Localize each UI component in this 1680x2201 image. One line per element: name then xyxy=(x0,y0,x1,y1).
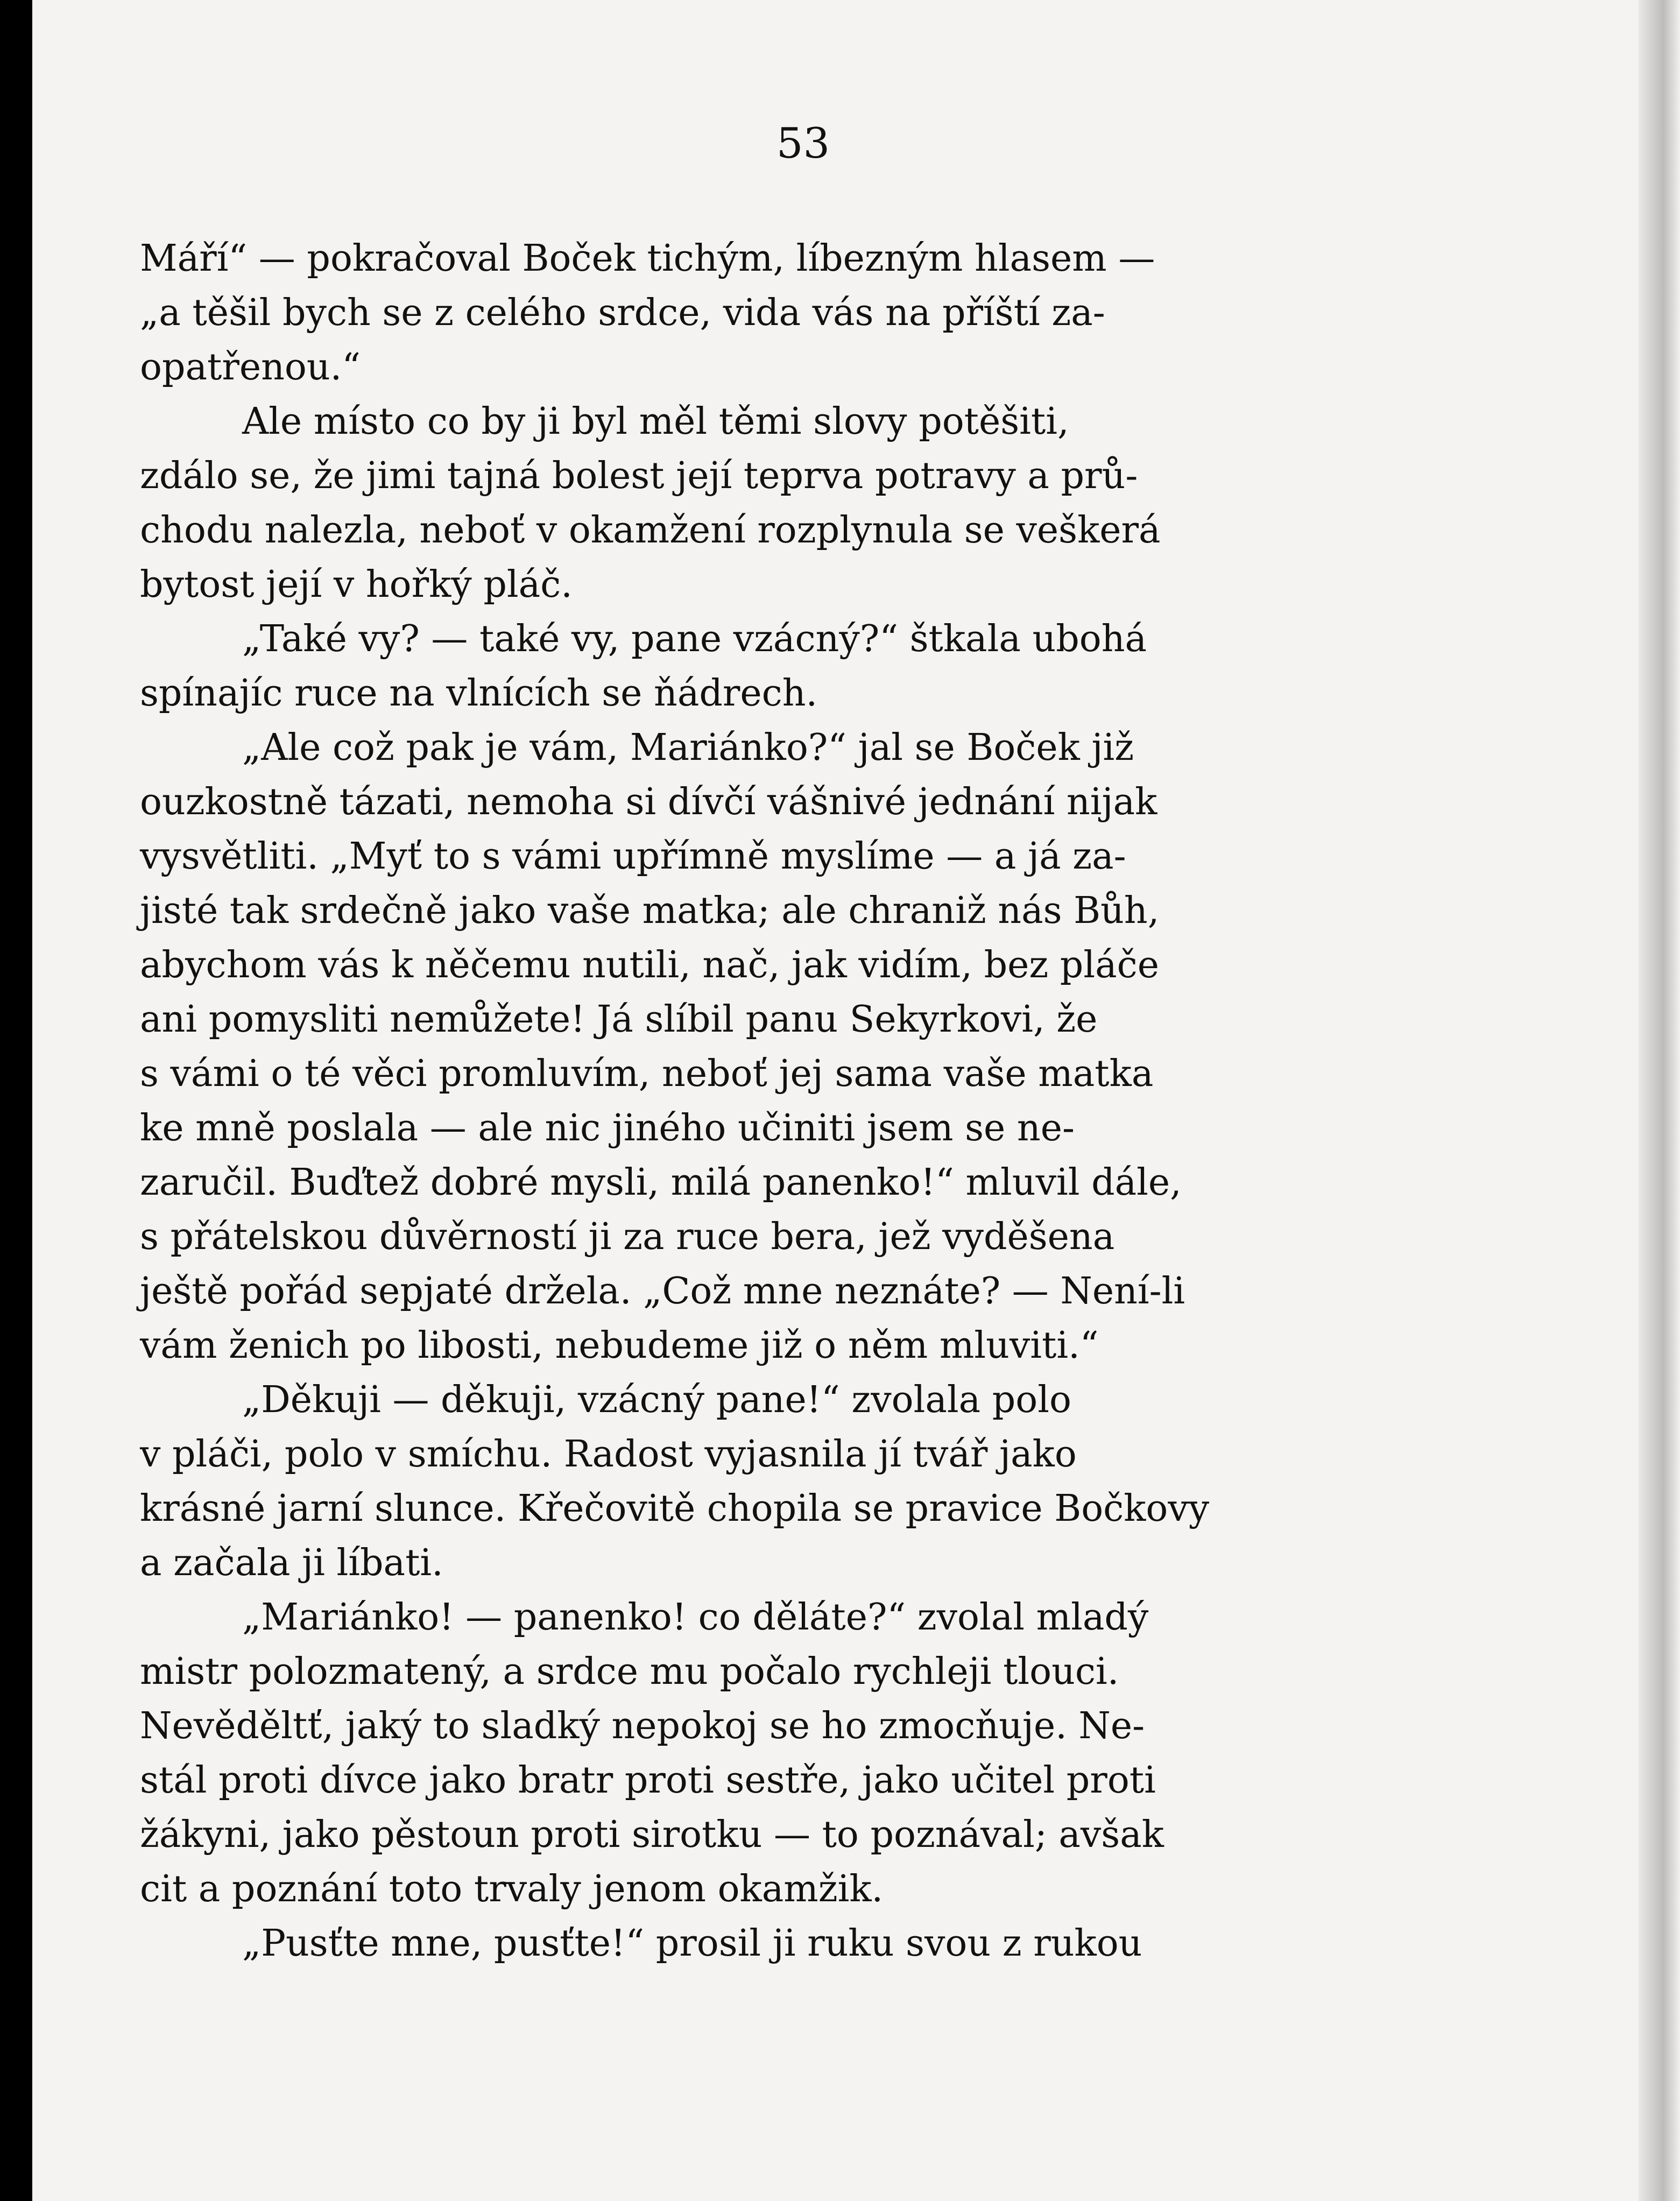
paragraph xyxy=(140,394,1464,612)
text-line: „Děkuji — děkuji, vzácný pane!“ zvolala polo xyxy=(242,1379,1071,1421)
text-line: žákyni, jako pěstoun proti sirotku — to poznával; avšak xyxy=(140,1814,1164,1856)
text-line: bytost její v hořký pláč. xyxy=(140,563,573,606)
text-line: a začala ji líbati. xyxy=(140,1542,443,1584)
text-line: zaručil. Buďtež dobré mysli, milá panenko!“ mluvil dále, xyxy=(140,1161,1182,1204)
text-line: „Ale což pak je vám, Mariánko?“ jal se Boček již xyxy=(242,726,1134,769)
text-line: „Také vy? — také vy, pane vzácný?“ štkala ubohá xyxy=(242,618,1147,660)
text-line: „Pusťte mne, pusťte!“ prosil ji ruku svou z rukou xyxy=(242,1922,1142,1965)
text-line: Nevěděltť, jaký to sladký nepokoj se ho zmocňuje. Ne- xyxy=(140,1705,1145,1747)
page-number: 53 xyxy=(776,119,830,168)
text-line: vám ženich po libosti, nebudeme již o něm mluviti.“ xyxy=(140,1324,1099,1367)
text-line: mistr polozmatený, a srdce mu počalo rychleji tlouci. xyxy=(140,1650,1119,1693)
text-line: chodu nalezla, neboť v okamžení rozplynula se veškerá xyxy=(140,509,1161,552)
text-line: Ale místo co by ji byl měl těmi slovy potěšiti, xyxy=(242,400,1069,443)
paragraph xyxy=(140,1590,1464,1916)
text-line: opatřenou.“ xyxy=(140,346,361,389)
text-line: s přátelskou důvěrností ji za ruce bera, jež vyděšena xyxy=(140,1216,1115,1258)
paragraph xyxy=(140,612,1464,721)
paragraph xyxy=(140,721,1464,1373)
text-line: krásné jarní slunce. Křečovitě chopila se pravice Bočkovy xyxy=(140,1487,1210,1530)
text-line: ouzkostně tázati, nemoha si dívčí vášnivé jednání nijak xyxy=(140,781,1157,823)
body-text xyxy=(140,231,1464,1971)
text-line: Máří“ — pokračoval Boček tichým, líbezným hlasem — xyxy=(140,237,1155,280)
text-line: ani pomysliti nemůžete! Já slíbil panu Sekyrkovi, že xyxy=(140,998,1098,1041)
book-page xyxy=(32,0,1639,2201)
text-line: „Mariánko! — panenko! co děláte?“ zvolal mladý xyxy=(242,1596,1149,1639)
paragraph xyxy=(140,1916,1464,1971)
text-line: zdálo se, že jimi tajná bolest její teprva potravy a prů- xyxy=(140,455,1138,497)
paragraph xyxy=(140,231,1464,394)
text-line: „a těšil bych se z celého srdce, vida vás na příští za- xyxy=(140,292,1105,334)
text-line: ještě pořád sepjaté držela. „Což mne neznáte? — Není-li xyxy=(140,1270,1185,1313)
text-line: s vámi o té věci promluvím, neboť jej sama vaše matka xyxy=(140,1053,1154,1095)
page-edge-shadow xyxy=(1639,0,1680,2201)
text-line: cit a poznání toto trvaly jenom okamžik. xyxy=(140,1868,884,1910)
text-line: ke mně poslala — ale nic jiného učiniti jsem se ne- xyxy=(140,1107,1075,1149)
text-line: abychom vás k něčemu nutili, nač, jak vidím, bez pláče xyxy=(140,944,1159,986)
text-line: jisté tak srdečně jako vaše matka; ale chraniž nás Bůh, xyxy=(140,890,1160,932)
text-line: v pláči, polo v smíchu. Radost vyjasnila jí tvář jako xyxy=(140,1433,1077,1476)
text-line: vysvětliti. „Myť to s vámi upřímně myslíme — a já za- xyxy=(140,835,1126,878)
text-line: stál proti dívce jako bratr proti sestře, jako učitel proti xyxy=(140,1759,1156,1802)
paragraph xyxy=(140,1373,1464,1590)
text-line: spínajíc ruce na vlnících se ňádrech. xyxy=(140,672,818,715)
